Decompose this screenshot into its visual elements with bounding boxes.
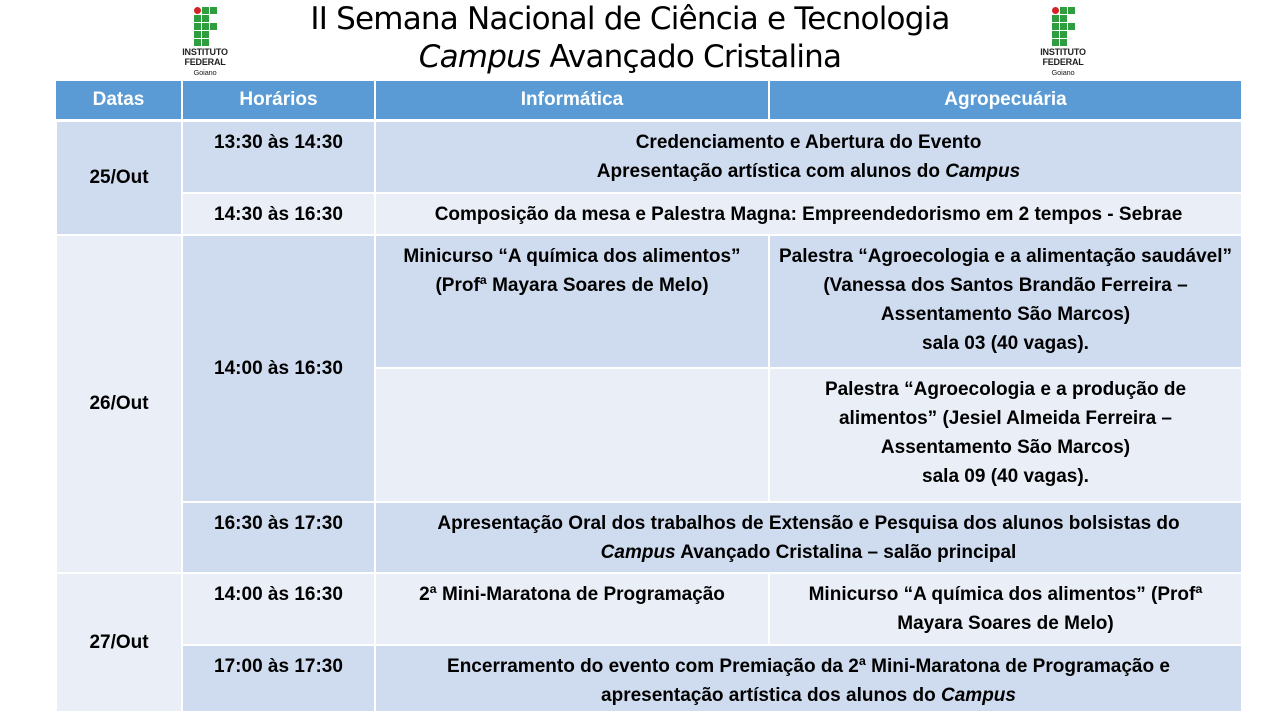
- event-cell: 2ª Mini-Maratona de Programação: [375, 573, 769, 645]
- time-cell: 16:30 às 17:30: [182, 502, 375, 573]
- event-cell: [375, 121, 1242, 193]
- header-agropecuaria: Agropecuária: [769, 81, 1242, 121]
- institute-logo-right: [1028, 7, 1098, 77]
- logo-text-1: INSTITUTO: [182, 47, 228, 57]
- campus-word: Campus: [600, 541, 676, 563]
- event-cell: [375, 645, 1242, 712]
- event-cell: Minicurso “A química dos alimentos” (Profª Mayara Soares de Melo): [769, 573, 1242, 645]
- logo-text-1: INSTITUTO: [1040, 47, 1086, 57]
- event-cell: Minicurso “A química dos alimentos” (Profª Mayara Soares de Melo): [375, 235, 769, 368]
- logo-mark-icon: [192, 7, 218, 47]
- time-cell: 17:00 às 17:30: [182, 645, 375, 712]
- event-cell: [375, 368, 769, 502]
- event-text-part: Apresentação artística com alunos do: [596, 161, 946, 182]
- event-text: Palestra “Agroecologia e a alimentação saudável” (Vanessa dos Santos Brandão Ferreira – Assentamento São Marcos): [778, 245, 1233, 325]
- event-text: Apresentação Oral dos trabalhos de Extensão e Pesquisa dos alunos bolsistas do: [437, 512, 1180, 534]
- header-informatica: Informática: [375, 81, 769, 121]
- page-title: [250, 0, 1010, 76]
- schedule-table: [55, 81, 1243, 713]
- table-row: [56, 573, 1242, 645]
- date-cell: 26/Out: [56, 235, 182, 573]
- header-datas: Datas: [56, 81, 182, 121]
- event-text: Encerramento do evento com Premiação da 2ª Mini-Maratona de Programação e: [447, 655, 1170, 677]
- time-cell: 14:00 às 16:30: [182, 235, 375, 502]
- event-text: [380, 681, 1237, 710]
- event-cell: [769, 368, 1242, 502]
- date-cell: 27/Out: [56, 573, 182, 712]
- campus-word: Campus: [945, 161, 1021, 182]
- logo-mark-icon: [1050, 7, 1076, 47]
- event-text: [380, 157, 1237, 186]
- time-cell: 13:30 às 14:30: [182, 121, 375, 193]
- table-row: [56, 645, 1242, 712]
- title-campus-word: Campus: [418, 39, 541, 75]
- event-room: sala 03 (40 vagas).: [922, 332, 1089, 354]
- title-line-2: [250, 38, 1010, 76]
- logo-text-2: FEDERAL: [184, 57, 226, 67]
- table-row: [56, 502, 1242, 573]
- logo-text-2: FEDERAL: [1042, 57, 1084, 67]
- title-line-1: II Semana Nacional de Ciência e Tecnologia: [310, 1, 950, 37]
- event-text: Credenciamento e Abertura do Evento: [635, 132, 982, 153]
- event-text: [380, 538, 1237, 567]
- time-cell: 14:30 às 16:30: [182, 193, 375, 235]
- event-cell: [375, 502, 1242, 573]
- table-header-row: [56, 81, 1242, 121]
- event-text-part: apresentação artística dos alunos do: [601, 684, 942, 706]
- table-row: [56, 193, 1242, 235]
- event-text: Palestra “Agroecologia e a produção de alimentos” (Jesiel Almeida Ferreira – Assentamento São Marcos): [824, 378, 1187, 458]
- event-cell: [769, 235, 1242, 368]
- campus-word: Campus: [941, 684, 1016, 706]
- table-row: [56, 121, 1242, 193]
- title-campus-name: Avançado Cristalina: [540, 39, 842, 75]
- event-cell: Composição da mesa e Palestra Magna: Empreendedorismo em 2 tempos - Sebrae: [375, 193, 1242, 235]
- table-row: [56, 235, 1242, 368]
- logo-text-3: Goiano: [193, 68, 217, 77]
- event-text-part: Avançado Cristalina – salão principal: [675, 541, 1017, 563]
- event-room: sala 09 (40 vagas).: [922, 465, 1089, 487]
- time-cell: 14:00 às 16:30: [182, 573, 375, 645]
- date-cell: 25/Out: [56, 121, 182, 235]
- logo-text-3: Goiano: [1051, 68, 1075, 77]
- header-horarios: Horários: [182, 81, 375, 121]
- institute-logo-left: [170, 7, 240, 77]
